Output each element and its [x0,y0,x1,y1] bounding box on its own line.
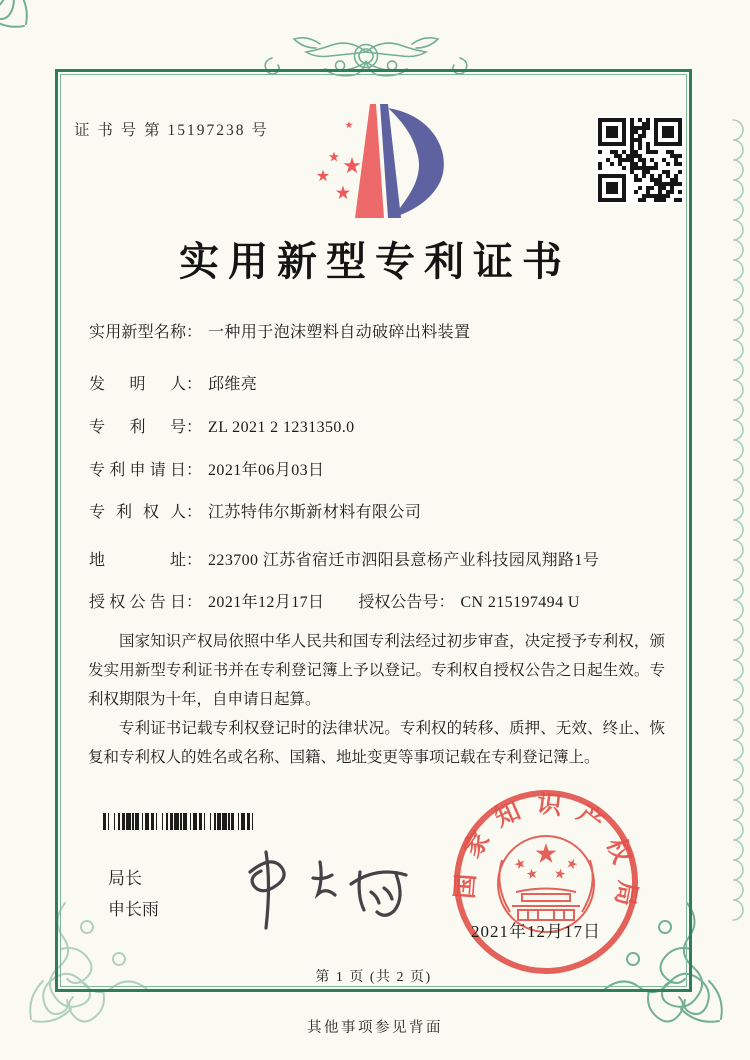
field-pair-grant-no [358,594,579,611]
field-label: 授权公告号 [358,594,439,611]
logo-stars [317,121,361,199]
field-colon: ： [186,552,203,569]
top-ornament [265,38,467,76]
certificate-number: 证 书 号 第 15197238 号 [74,122,269,139]
legal-paragraph-1: 国家知识产权局依照中华人民共和国专利法经过初步审查，决定授予专利权，颁发实用新型专利证书并在专利登记簿上予以登记。专利权自授权公告之日起生效。专利权期限为十年，自申请日起算。 [88,633,665,708]
field-row-grant [89,592,629,614]
field-label: 发明人 [89,376,186,393]
seal-ring-text: 国家知识产权局 [451,790,642,922]
qr-code [596,116,684,204]
field-label: 专利申请日 [89,462,186,479]
field-colon: ： [186,324,203,341]
field-value: ZL 2021 2 1231350.0 [208,419,355,436]
cnipa-logo [299,100,447,224]
certificate-fields [89,322,629,614]
back-note: 其他事项参见背面 [307,1020,443,1036]
field-row-patentee [89,502,629,524]
field-colon: ： [186,594,203,611]
field-colon: ： [186,462,203,479]
field-label: 授权公告日 [89,594,186,611]
field-row-name [89,322,629,344]
field-value: 223700 江苏省宿迁市泗阳县意杨产业科技园凤翔路1号 [208,552,600,569]
officer-name: 申长雨 [108,900,159,919]
logo-p-mark [355,104,444,218]
certificate-title: 实用新型专利证书 [179,239,571,284]
field-label: 专利号 [89,419,186,436]
field-label: 实用新型名称 [89,324,186,341]
corner-flourish [0,0,27,27]
legal-text [88,627,665,772]
field-row-filing-date [89,460,629,482]
field-value: 邱维亮 [208,376,258,393]
officer-block [108,863,159,925]
field-value: CN 215197494 U [460,594,580,611]
field-value: 一种用于泡沫塑料自动破碎出料装置 [208,324,471,341]
field-colon: ： [186,376,203,393]
seal-date: 2021年12月17日 [471,922,601,941]
field-row-address [89,550,629,572]
field-value: 2021年12月17日 [208,594,325,611]
barcode [103,813,303,830]
field-colon: ： [438,594,455,611]
field-value: 江苏特伟尔斯新材料有限公司 [208,504,422,521]
field-label: 专利权人 [89,504,186,521]
page-number: 第 1 页 (共 2 页) [315,970,432,985]
legal-paragraph-2: 专利证书记载专利权登记时的法律状况。专利权的转移、质押、无效、终止、恢复和专利权人的姓名或名称、国籍、地址变更等事项记载在专利登记簿上。 [88,720,665,766]
field-row-inventor [89,374,629,396]
field-row-patent-no [89,417,629,439]
field-colon: ： [186,419,203,436]
officer-title: 局长 [108,869,142,888]
field-label: 地址 [89,552,186,569]
official-seal [448,784,644,980]
field-value: 2021年06月03日 [208,462,325,479]
signature [208,840,408,935]
field-colon: ： [186,504,203,521]
